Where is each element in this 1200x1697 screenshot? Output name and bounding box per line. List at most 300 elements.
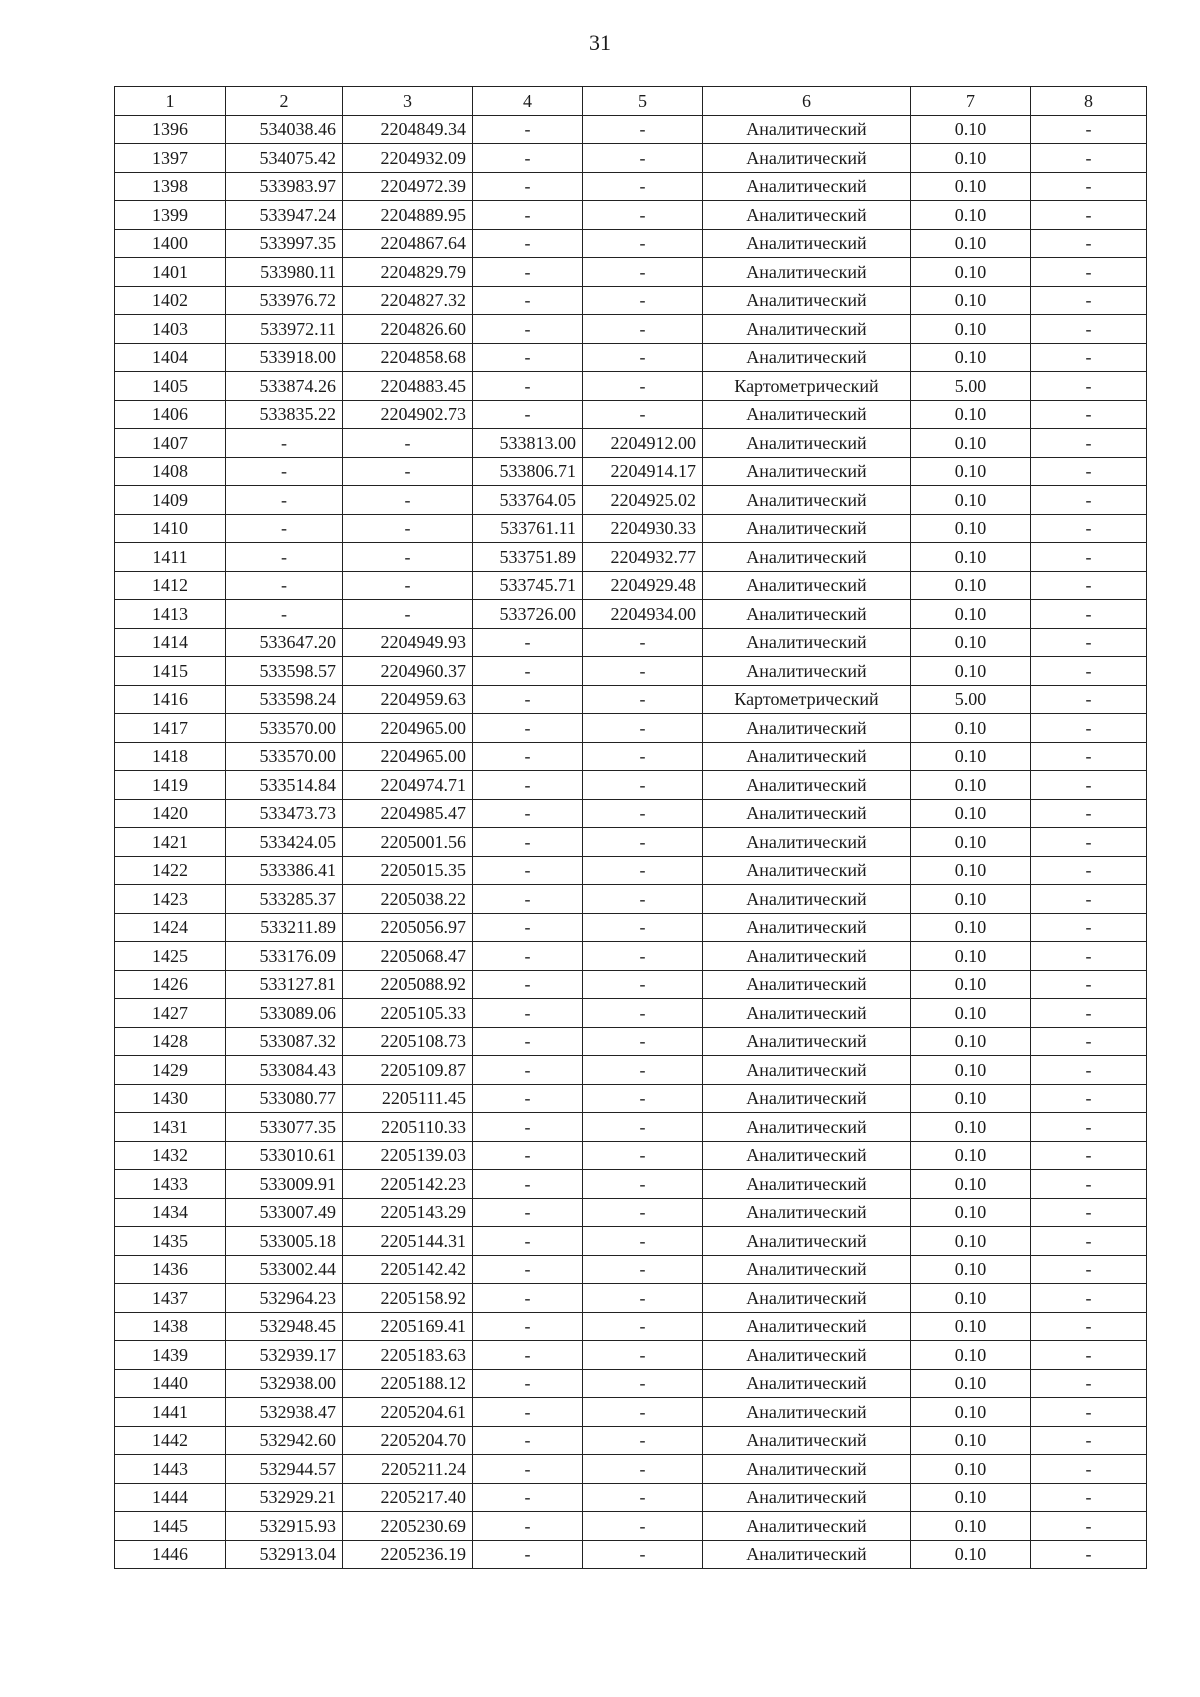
table-row xyxy=(115,1426,1147,1455)
point-number-cell: 1437 xyxy=(115,1284,226,1313)
note-cell: - xyxy=(1031,486,1147,515)
x-coordinate-cell: 533089.06 xyxy=(226,999,343,1028)
table-row xyxy=(115,1170,1147,1199)
y-coordinate-alt-cell: 2204932.77 xyxy=(583,543,703,572)
point-number-cell: 1405 xyxy=(115,372,226,401)
note-cell: - xyxy=(1031,685,1147,714)
precision-cell: 0.10 xyxy=(911,229,1031,258)
point-number-cell: 1412 xyxy=(115,571,226,600)
note-cell: - xyxy=(1031,828,1147,857)
x-coordinate-cell: 533007.49 xyxy=(226,1198,343,1227)
method-cell: Аналитический xyxy=(703,543,911,572)
y-coordinate-alt-cell: - xyxy=(583,201,703,230)
note-cell: - xyxy=(1031,1455,1147,1484)
precision-cell: 0.10 xyxy=(911,571,1031,600)
y-coordinate-alt-cell: - xyxy=(583,885,703,914)
x-coordinate-cell: 532938.00 xyxy=(226,1369,343,1398)
precision-cell: 0.10 xyxy=(911,1426,1031,1455)
precision-cell: 0.10 xyxy=(911,856,1031,885)
x-coordinate-cell: - xyxy=(226,543,343,572)
x-coordinate-alt-cell: - xyxy=(473,1255,583,1284)
method-cell: Аналитический xyxy=(703,885,911,914)
y-coordinate-cell: 2205015.35 xyxy=(343,856,473,885)
point-number-cell: 1420 xyxy=(115,799,226,828)
note-cell: - xyxy=(1031,514,1147,543)
y-coordinate-cell: 2205204.70 xyxy=(343,1426,473,1455)
table-row xyxy=(115,372,1147,401)
point-number-cell: 1426 xyxy=(115,970,226,999)
table-row xyxy=(115,343,1147,372)
point-number-cell: 1404 xyxy=(115,343,226,372)
x-coordinate-cell: 533972.11 xyxy=(226,315,343,344)
x-coordinate-cell: - xyxy=(226,429,343,458)
y-coordinate-alt-cell: - xyxy=(583,1084,703,1113)
page-number: 31 xyxy=(589,30,611,55)
x-coordinate-cell: 533087.32 xyxy=(226,1027,343,1056)
method-cell: Аналитический xyxy=(703,628,911,657)
y-coordinate-cell: 2204965.00 xyxy=(343,714,473,743)
precision-cell: 0.10 xyxy=(911,400,1031,429)
x-coordinate-cell: 533009.91 xyxy=(226,1170,343,1199)
column-header: 6 xyxy=(703,87,911,116)
table-row xyxy=(115,657,1147,686)
x-coordinate-cell: 533997.35 xyxy=(226,229,343,258)
x-coordinate-cell: 533386.41 xyxy=(226,856,343,885)
x-coordinate-alt-cell: 533745.71 xyxy=(473,571,583,600)
note-cell: - xyxy=(1031,714,1147,743)
note-cell: - xyxy=(1031,999,1147,1028)
method-cell: Аналитический xyxy=(703,828,911,857)
x-coordinate-cell: 533598.57 xyxy=(226,657,343,686)
method-cell: Аналитический xyxy=(703,856,911,885)
x-coordinate-alt-cell: - xyxy=(473,1512,583,1541)
precision-cell: 0.10 xyxy=(911,1284,1031,1313)
x-coordinate-cell: 532944.57 xyxy=(226,1455,343,1484)
table-row xyxy=(115,685,1147,714)
x-coordinate-alt-cell: - xyxy=(473,1483,583,1512)
table-row xyxy=(115,571,1147,600)
note-cell: - xyxy=(1031,600,1147,629)
point-number-cell: 1406 xyxy=(115,400,226,429)
y-coordinate-cell: 2205236.19 xyxy=(343,1540,473,1569)
x-coordinate-alt-cell: - xyxy=(473,1084,583,1113)
x-coordinate-alt-cell: - xyxy=(473,1284,583,1313)
note-cell: - xyxy=(1031,742,1147,771)
note-cell: - xyxy=(1031,457,1147,486)
x-coordinate-alt-cell: - xyxy=(473,913,583,942)
point-number-cell: 1403 xyxy=(115,315,226,344)
method-cell: Аналитический xyxy=(703,1284,911,1313)
y-coordinate-alt-cell: - xyxy=(583,1284,703,1313)
note-cell: - xyxy=(1031,1027,1147,1056)
y-coordinate-cell: - xyxy=(343,571,473,600)
x-coordinate-alt-cell: - xyxy=(473,201,583,230)
y-coordinate-cell: 2204972.39 xyxy=(343,172,473,201)
method-cell: Аналитический xyxy=(703,1056,911,1085)
method-cell: Аналитический xyxy=(703,1455,911,1484)
table-row xyxy=(115,514,1147,543)
note-cell: - xyxy=(1031,1369,1147,1398)
table-row xyxy=(115,1056,1147,1085)
point-number-cell: 1430 xyxy=(115,1084,226,1113)
note-cell: - xyxy=(1031,115,1147,144)
method-cell: Аналитический xyxy=(703,172,911,201)
method-cell: Аналитический xyxy=(703,115,911,144)
precision-cell: 0.10 xyxy=(911,258,1031,287)
y-coordinate-alt-cell: - xyxy=(583,657,703,686)
table-row xyxy=(115,201,1147,230)
y-coordinate-alt-cell: - xyxy=(583,1227,703,1256)
y-coordinate-cell: 2204867.64 xyxy=(343,229,473,258)
point-number-cell: 1402 xyxy=(115,286,226,315)
precision-cell: 0.10 xyxy=(911,714,1031,743)
precision-cell: 0.10 xyxy=(911,486,1031,515)
x-coordinate-alt-cell: - xyxy=(473,229,583,258)
precision-cell: 0.10 xyxy=(911,1227,1031,1256)
note-cell: - xyxy=(1031,1426,1147,1455)
y-coordinate-cell: 2205158.92 xyxy=(343,1284,473,1313)
point-number-cell: 1446 xyxy=(115,1540,226,1569)
x-coordinate-cell: 533570.00 xyxy=(226,742,343,771)
note-cell: - xyxy=(1031,657,1147,686)
y-coordinate-cell: 2204826.60 xyxy=(343,315,473,344)
y-coordinate-cell: 2204883.45 xyxy=(343,372,473,401)
table-row xyxy=(115,144,1147,173)
y-coordinate-alt-cell: - xyxy=(583,685,703,714)
table-row xyxy=(115,486,1147,515)
note-cell: - xyxy=(1031,201,1147,230)
y-coordinate-alt-cell: - xyxy=(583,1341,703,1370)
x-coordinate-cell: - xyxy=(226,457,343,486)
note-cell: - xyxy=(1031,571,1147,600)
method-cell: Аналитический xyxy=(703,1341,911,1370)
x-coordinate-alt-cell: - xyxy=(473,1398,583,1427)
note-cell: - xyxy=(1031,1398,1147,1427)
y-coordinate-alt-cell: - xyxy=(583,229,703,258)
table-row xyxy=(115,172,1147,201)
x-coordinate-alt-cell: - xyxy=(473,714,583,743)
precision-cell: 0.10 xyxy=(911,343,1031,372)
y-coordinate-alt-cell: - xyxy=(583,1483,703,1512)
point-number-cell: 1421 xyxy=(115,828,226,857)
y-coordinate-alt-cell: - xyxy=(583,1455,703,1484)
y-coordinate-cell: 2205109.87 xyxy=(343,1056,473,1085)
x-coordinate-alt-cell: - xyxy=(473,999,583,1028)
point-number-cell: 1436 xyxy=(115,1255,226,1284)
y-coordinate-alt-cell: - xyxy=(583,1540,703,1569)
precision-cell: 0.10 xyxy=(911,543,1031,572)
x-coordinate-alt-cell: - xyxy=(473,258,583,287)
x-coordinate-cell: 533598.24 xyxy=(226,685,343,714)
x-coordinate-alt-cell: - xyxy=(473,115,583,144)
x-coordinate-alt-cell: 533764.05 xyxy=(473,486,583,515)
precision-cell: 0.10 xyxy=(911,1455,1031,1484)
y-coordinate-alt-cell: - xyxy=(583,1426,703,1455)
method-cell: Аналитический xyxy=(703,714,911,743)
y-coordinate-cell: 2205111.45 xyxy=(343,1084,473,1113)
y-coordinate-alt-cell: - xyxy=(583,828,703,857)
note-cell: - xyxy=(1031,1483,1147,1512)
x-coordinate-alt-cell: - xyxy=(473,856,583,885)
column-header: 4 xyxy=(473,87,583,116)
y-coordinate-alt-cell: - xyxy=(583,1198,703,1227)
x-coordinate-alt-cell: 533813.00 xyxy=(473,429,583,458)
method-cell: Аналитический xyxy=(703,999,911,1028)
x-coordinate-alt-cell: - xyxy=(473,1141,583,1170)
method-cell: Аналитический xyxy=(703,1227,911,1256)
note-cell: - xyxy=(1031,400,1147,429)
y-coordinate-alt-cell: - xyxy=(583,115,703,144)
x-coordinate-alt-cell: - xyxy=(473,799,583,828)
point-number-cell: 1400 xyxy=(115,229,226,258)
table-header-row xyxy=(115,87,1147,116)
x-coordinate-alt-cell: - xyxy=(473,1369,583,1398)
precision-cell: 5.00 xyxy=(911,685,1031,714)
x-coordinate-cell: 532938.47 xyxy=(226,1398,343,1427)
precision-cell: 0.10 xyxy=(911,457,1031,486)
x-coordinate-cell: 533084.43 xyxy=(226,1056,343,1085)
y-coordinate-cell: - xyxy=(343,486,473,515)
x-coordinate-alt-cell: - xyxy=(473,1312,583,1341)
y-coordinate-cell: 2204959.63 xyxy=(343,685,473,714)
precision-cell: 0.10 xyxy=(911,970,1031,999)
precision-cell: 0.10 xyxy=(911,913,1031,942)
table-row xyxy=(115,1284,1147,1313)
x-coordinate-cell: 534075.42 xyxy=(226,144,343,173)
y-coordinate-alt-cell: - xyxy=(583,771,703,800)
precision-cell: 0.10 xyxy=(911,1170,1031,1199)
y-coordinate-alt-cell: - xyxy=(583,286,703,315)
precision-cell: 0.10 xyxy=(911,1056,1031,1085)
x-coordinate-cell: 533077.35 xyxy=(226,1113,343,1142)
y-coordinate-cell: 2204902.73 xyxy=(343,400,473,429)
table-row xyxy=(115,1027,1147,1056)
point-number-cell: 1416 xyxy=(115,685,226,714)
note-cell: - xyxy=(1031,1540,1147,1569)
precision-cell: 0.10 xyxy=(911,628,1031,657)
y-coordinate-alt-cell: - xyxy=(583,1255,703,1284)
x-coordinate-cell: 533835.22 xyxy=(226,400,343,429)
method-cell: Аналитический xyxy=(703,457,911,486)
x-coordinate-alt-cell: - xyxy=(473,400,583,429)
x-coordinate-cell: 532939.17 xyxy=(226,1341,343,1370)
note-cell: - xyxy=(1031,885,1147,914)
column-header: 2 xyxy=(226,87,343,116)
method-cell: Аналитический xyxy=(703,486,911,515)
note-cell: - xyxy=(1031,771,1147,800)
method-cell: Аналитический xyxy=(703,913,911,942)
table-row xyxy=(115,1084,1147,1113)
x-coordinate-alt-cell: - xyxy=(473,144,583,173)
x-coordinate-alt-cell: - xyxy=(473,315,583,344)
x-coordinate-cell: - xyxy=(226,514,343,543)
point-number-cell: 1445 xyxy=(115,1512,226,1541)
method-cell: Аналитический xyxy=(703,1255,911,1284)
precision-cell: 0.10 xyxy=(911,1113,1031,1142)
method-cell: Картометрический xyxy=(703,685,911,714)
point-number-cell: 1410 xyxy=(115,514,226,543)
y-coordinate-cell: 2204949.93 xyxy=(343,628,473,657)
precision-cell: 0.10 xyxy=(911,999,1031,1028)
column-header: 8 xyxy=(1031,87,1147,116)
note-cell: - xyxy=(1031,628,1147,657)
x-coordinate-alt-cell: 533761.11 xyxy=(473,514,583,543)
x-coordinate-cell: 532964.23 xyxy=(226,1284,343,1313)
note-cell: - xyxy=(1031,1255,1147,1284)
x-coordinate-cell: 533285.37 xyxy=(226,885,343,914)
table-row xyxy=(115,771,1147,800)
point-number-cell: 1399 xyxy=(115,201,226,230)
method-cell: Аналитический xyxy=(703,1483,911,1512)
x-coordinate-alt-cell: 533726.00 xyxy=(473,600,583,629)
y-coordinate-cell: 2205139.03 xyxy=(343,1141,473,1170)
method-cell: Аналитический xyxy=(703,771,911,800)
y-coordinate-cell: 2205230.69 xyxy=(343,1512,473,1541)
x-coordinate-cell: 532942.60 xyxy=(226,1426,343,1455)
table-row xyxy=(115,1141,1147,1170)
y-coordinate-alt-cell: - xyxy=(583,1141,703,1170)
point-number-cell: 1425 xyxy=(115,942,226,971)
y-coordinate-alt-cell: - xyxy=(583,172,703,201)
note-cell: - xyxy=(1031,543,1147,572)
x-coordinate-alt-cell: - xyxy=(473,1341,583,1370)
method-cell: Аналитический xyxy=(703,400,911,429)
point-number-cell: 1429 xyxy=(115,1056,226,1085)
note-cell: - xyxy=(1031,856,1147,885)
x-coordinate-cell: 533874.26 xyxy=(226,372,343,401)
precision-cell: 0.10 xyxy=(911,1540,1031,1569)
table-row xyxy=(115,714,1147,743)
column-header: 3 xyxy=(343,87,473,116)
y-coordinate-alt-cell: 2204914.17 xyxy=(583,457,703,486)
precision-cell: 0.10 xyxy=(911,1512,1031,1541)
y-coordinate-alt-cell: 2204912.00 xyxy=(583,429,703,458)
x-coordinate-alt-cell: - xyxy=(473,685,583,714)
table-row xyxy=(115,913,1147,942)
precision-cell: 0.10 xyxy=(911,1369,1031,1398)
y-coordinate-cell: 2204932.09 xyxy=(343,144,473,173)
method-cell: Аналитический xyxy=(703,799,911,828)
x-coordinate-alt-cell: - xyxy=(473,942,583,971)
method-cell: Аналитический xyxy=(703,942,911,971)
method-cell: Аналитический xyxy=(703,657,911,686)
table-row xyxy=(115,628,1147,657)
table-row xyxy=(115,1483,1147,1512)
point-number-cell: 1428 xyxy=(115,1027,226,1056)
precision-cell: 0.10 xyxy=(911,1198,1031,1227)
x-coordinate-cell: 533647.20 xyxy=(226,628,343,657)
x-coordinate-cell: 533005.18 xyxy=(226,1227,343,1256)
method-cell: Аналитический xyxy=(703,229,911,258)
note-cell: - xyxy=(1031,429,1147,458)
precision-cell: 0.10 xyxy=(911,286,1031,315)
table-row xyxy=(115,258,1147,287)
point-number-cell: 1411 xyxy=(115,543,226,572)
precision-cell: 0.10 xyxy=(911,742,1031,771)
point-number-cell: 1427 xyxy=(115,999,226,1028)
precision-cell: 0.10 xyxy=(911,1398,1031,1427)
table-row xyxy=(115,942,1147,971)
method-cell: Аналитический xyxy=(703,201,911,230)
precision-cell: 5.00 xyxy=(911,372,1031,401)
precision-cell: 0.10 xyxy=(911,799,1031,828)
x-coordinate-alt-cell: 533751.89 xyxy=(473,543,583,572)
method-cell: Аналитический xyxy=(703,1312,911,1341)
table-row xyxy=(115,1255,1147,1284)
method-cell: Аналитический xyxy=(703,315,911,344)
x-coordinate-alt-cell: - xyxy=(473,1027,583,1056)
note-cell: - xyxy=(1031,1227,1147,1256)
y-coordinate-cell: 2205183.63 xyxy=(343,1341,473,1370)
y-coordinate-cell: 2205108.73 xyxy=(343,1027,473,1056)
precision-cell: 0.10 xyxy=(911,657,1031,686)
method-cell: Аналитический xyxy=(703,343,911,372)
table-row xyxy=(115,229,1147,258)
note-cell: - xyxy=(1031,1056,1147,1085)
note-cell: - xyxy=(1031,1170,1147,1199)
method-cell: Аналитический xyxy=(703,571,911,600)
precision-cell: 0.10 xyxy=(911,1483,1031,1512)
precision-cell: 0.10 xyxy=(911,201,1031,230)
x-coordinate-cell: - xyxy=(226,600,343,629)
x-coordinate-alt-cell: - xyxy=(473,657,583,686)
x-coordinate-alt-cell: - xyxy=(473,1426,583,1455)
method-cell: Аналитический xyxy=(703,429,911,458)
x-coordinate-cell: - xyxy=(226,571,343,600)
column-header: 7 xyxy=(911,87,1031,116)
y-coordinate-cell: 2204960.37 xyxy=(343,657,473,686)
note-cell: - xyxy=(1031,1113,1147,1142)
y-coordinate-alt-cell: - xyxy=(583,315,703,344)
y-coordinate-alt-cell: - xyxy=(583,856,703,885)
x-coordinate-cell: 533211.89 xyxy=(226,913,343,942)
x-coordinate-alt-cell: 533806.71 xyxy=(473,457,583,486)
table-row xyxy=(115,1198,1147,1227)
point-number-cell: 1433 xyxy=(115,1170,226,1199)
point-number-cell: 1418 xyxy=(115,742,226,771)
point-number-cell: 1413 xyxy=(115,600,226,629)
y-coordinate-cell: - xyxy=(343,429,473,458)
method-cell: Аналитический xyxy=(703,1512,911,1541)
point-number-cell: 1439 xyxy=(115,1341,226,1370)
y-coordinate-alt-cell: - xyxy=(583,1056,703,1085)
y-coordinate-alt-cell: - xyxy=(583,742,703,771)
note-cell: - xyxy=(1031,1512,1147,1541)
y-coordinate-cell: 2204889.95 xyxy=(343,201,473,230)
x-coordinate-alt-cell: - xyxy=(473,1540,583,1569)
x-coordinate-alt-cell: - xyxy=(473,970,583,999)
point-number-cell: 1419 xyxy=(115,771,226,800)
note-cell: - xyxy=(1031,372,1147,401)
column-header: 5 xyxy=(583,87,703,116)
x-coordinate-cell: 533514.84 xyxy=(226,771,343,800)
x-coordinate-alt-cell: - xyxy=(473,343,583,372)
precision-cell: 0.10 xyxy=(911,144,1031,173)
precision-cell: 0.10 xyxy=(911,828,1031,857)
x-coordinate-cell: 534038.46 xyxy=(226,115,343,144)
y-coordinate-cell: 2205038.22 xyxy=(343,885,473,914)
y-coordinate-cell: 2204849.34 xyxy=(343,115,473,144)
y-coordinate-cell: 2205143.29 xyxy=(343,1198,473,1227)
precision-cell: 0.10 xyxy=(911,1341,1031,1370)
x-coordinate-cell: 532913.04 xyxy=(226,1540,343,1569)
point-number-cell: 1432 xyxy=(115,1141,226,1170)
y-coordinate-alt-cell: - xyxy=(583,1027,703,1056)
x-coordinate-cell: 533010.61 xyxy=(226,1141,343,1170)
y-coordinate-cell: 2205217.40 xyxy=(343,1483,473,1512)
method-cell: Аналитический xyxy=(703,1369,911,1398)
y-coordinate-cell: 2205188.12 xyxy=(343,1369,473,1398)
